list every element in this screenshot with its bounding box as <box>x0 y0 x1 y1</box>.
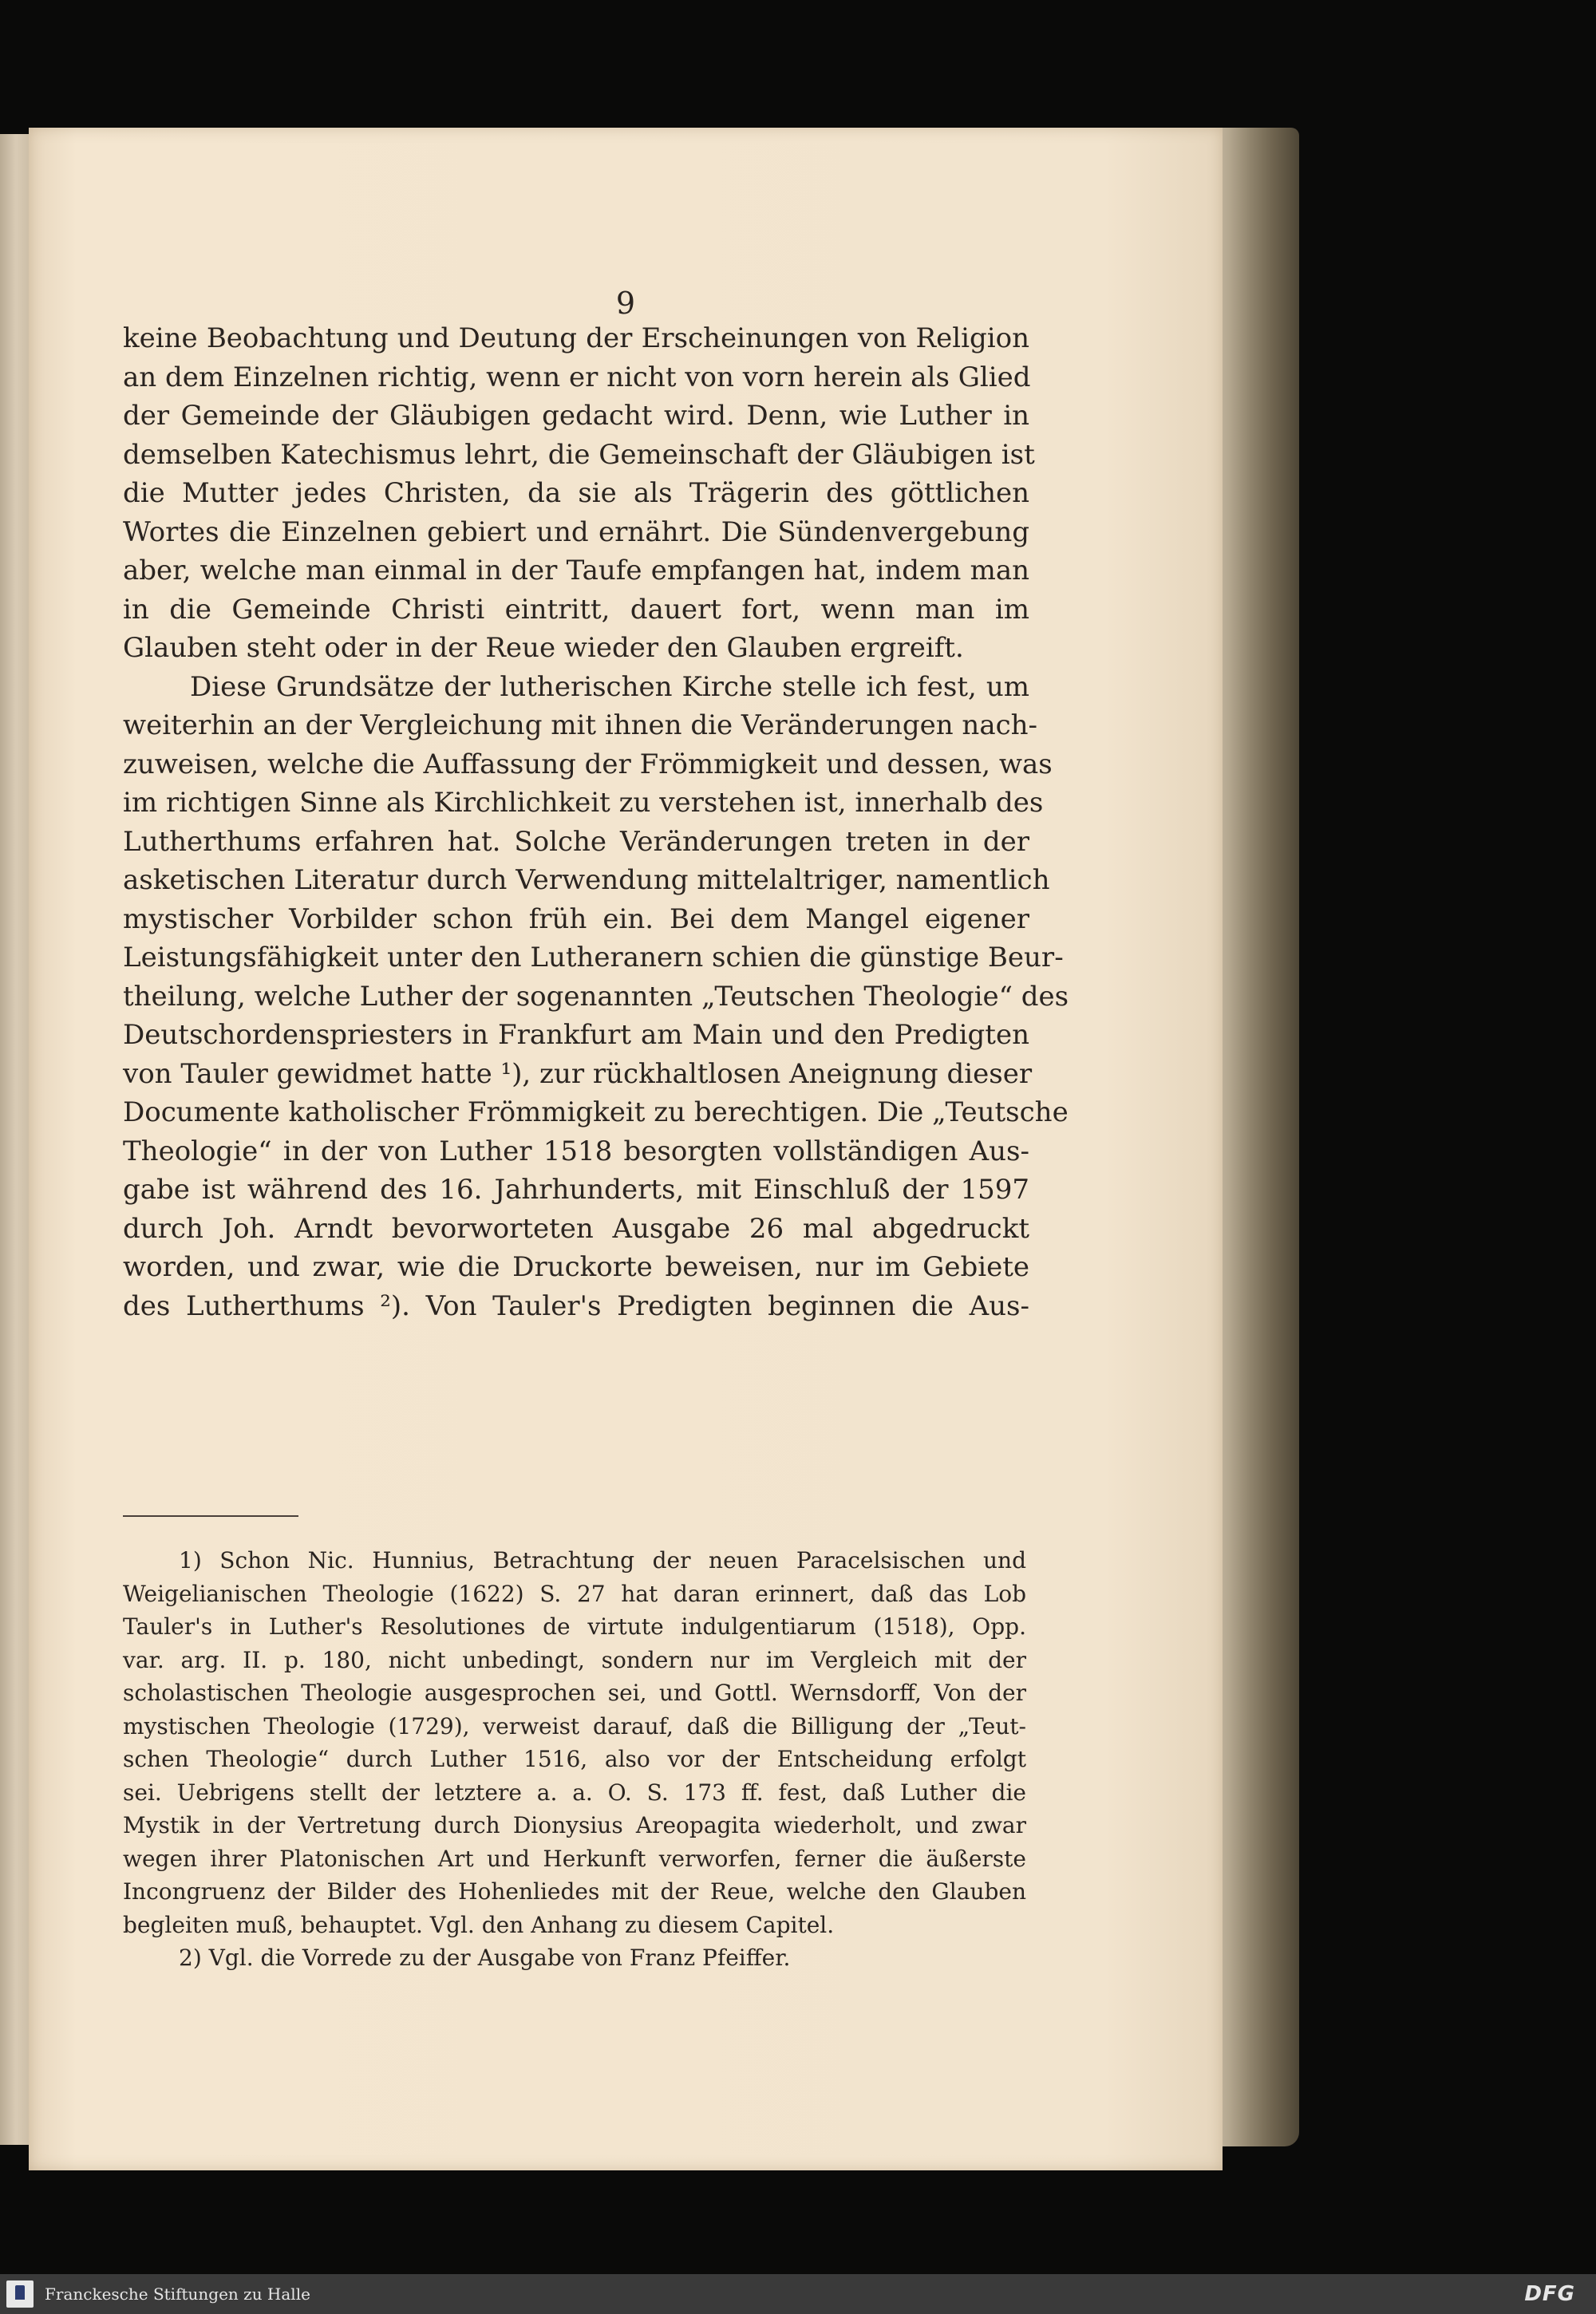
text-line: die Mutter jedes Christen, da sie als Trägerin des göttlichen <box>123 477 1029 509</box>
footnote-line: schen Theologie“ durch Luther 1516, also vor der Entscheidung erfolgt <box>123 1746 1026 1772</box>
text-line: Glauben steht oder in der Reue wieder den Glauben ergreift. <box>123 632 964 664</box>
footnote-line: 1) Schon Nic. Hunnius, Betrachtung der neuen Paracelsischen und <box>179 1547 1026 1574</box>
footnote-line: var. arg. II. p. 180, nicht unbedingt, sondern nur im Vergleich mit der <box>123 1646 1026 1673</box>
text-line: Diese Grundsätze der lutherischen Kirche stelle ich fest, um <box>190 670 1029 703</box>
text-line: keine Beobachtung und Deutung der Erscheinungen von Religion <box>123 322 1029 354</box>
footnote-line: Incongruenz der Bilder des Hohenliedes mit der Reue, welche den Glauben <box>123 1878 1026 1905</box>
page-number: 9 <box>615 286 636 321</box>
text-line: mystischer Vorbilder schon früh ein. Bei dem Mangel eigener <box>123 902 1029 935</box>
footnote-line: mystischen Theologie (1729), verweist darauf, daß die Billigung der „Teut- <box>123 1712 1026 1739</box>
footnote-line: begleiten muß, behauptet. Vgl. den Anhang zu diesem Capitel. <box>123 1911 835 1938</box>
text-line: durch Joh. Arndt bevorworteten Ausgabe 26 mal abgedruckt <box>123 1212 1029 1245</box>
adjacent-page-edge <box>0 134 30 2145</box>
text-line: an dem Einzelnen richtig, wenn er nicht von vorn herein als Glied <box>123 361 1031 393</box>
dfg-logo: DFG <box>1524 2282 1575 2306</box>
text-line: in die Gemeinde Christi eintritt, dauert fort, wenn man im <box>123 593 1029 626</box>
text-line: asketischen Literatur durch Verwendung mittelaltriger, namentlich <box>123 864 1050 896</box>
book-page <box>29 128 1223 2170</box>
footnote-line: Mystik in der Vertretung durch Dionysius Areopagita wiederholt, und zwar <box>123 1812 1026 1838</box>
viewer-footer-bar <box>0 2274 1596 2314</box>
footnote-separator <box>123 1515 298 1517</box>
footnote-line: sei. Uebrigens stellt der letztere a. a. O. S. 173 ff. fest, daß Luther die <box>123 1779 1026 1806</box>
text-line: weiterhin an der Vergleichung mit ihnen die Veränderungen nach- <box>123 709 1038 741</box>
text-line: Deutschordenspriesters in Frankfurt am Main und den Predigten <box>123 1019 1029 1051</box>
text-line: der Gemeinde der Gläubigen gedacht wird. Denn, wie Luther in <box>123 400 1029 432</box>
text-line: Lutherthums erfahren hat. Solche Veränderungen treten in der <box>123 825 1029 858</box>
institution-logo-icon <box>6 2280 34 2308</box>
text-line: Leistungsfähigkeit unter den Lutheranern schien die günstige Beur- <box>123 942 1064 973</box>
footnote-line: 2) Vgl. die Vorrede zu der Ausgabe von Franz Pfeiffer. <box>179 1945 791 1971</box>
footnote-line: Weigelianischen Theologie (1622) S. 27 hat daran erinnert, daß das Lob <box>123 1580 1026 1607</box>
text-line: theilung, welche Luther der sogenannten „Teutschen Theologie“ des <box>123 980 1069 1013</box>
text-line: worden, und zwar, wie die Druckorte beweisen, nur im Gebiete <box>123 1251 1029 1283</box>
footnotes <box>123 1544 1026 1975</box>
book-block-edge <box>1211 128 1299 2146</box>
text-line: im richtigen Sinne als Kirchlichkeit zu verstehen ist, innerhalb des <box>123 787 1044 819</box>
footnote-line: scholastischen Theologie ausgesprochen sei, und Gottl. Wernsdorff, Von der <box>123 1680 1026 1706</box>
text-line: Wortes die Einzelnen gebiert und ernährt. Die Sündenvergebung <box>123 515 1029 548</box>
text-line: zuweisen, welche die Auffassung der Frömmigkeit und dessen, was <box>123 748 1053 780</box>
institution-name: Franckesche Stiftungen zu Halle <box>45 2284 310 2304</box>
text-line: demselben Katechismus lehrt, die Gemeinschaft der Gläubigen ist <box>123 438 1035 471</box>
text-line: von Tauler gewidmet hatte ¹), zur rückhaltlosen Aneignung dieser <box>123 1057 1033 1090</box>
footnote-line: Tauler's in Luther's Resolutiones de virtute indulgentiarum (1518), Opp. <box>123 1613 1026 1640</box>
footnote-line: wegen ihrer Platonischen Art und Herkunft verworfen, ferner die äußerste <box>123 1845 1026 1872</box>
text-line: gabe ist während des 16. Jahrhunderts, mit Einschluß der 1597 <box>123 1174 1029 1206</box>
text-line: aber, welche man einmal in der Taufe empfangen hat, indem man <box>123 555 1029 586</box>
text-line: des Lutherthums ²). Von Tauler's Predigten beginnen die Aus- <box>123 1289 1029 1322</box>
text-line: Documente katholischer Frömmigkeit zu berechtigen. Die „Teutsche <box>123 1096 1069 1128</box>
text-line: Theologie“ in der von Luther 1518 besorgten vollständigen Aus- <box>123 1135 1029 1167</box>
body-text <box>123 319 1069 1325</box>
